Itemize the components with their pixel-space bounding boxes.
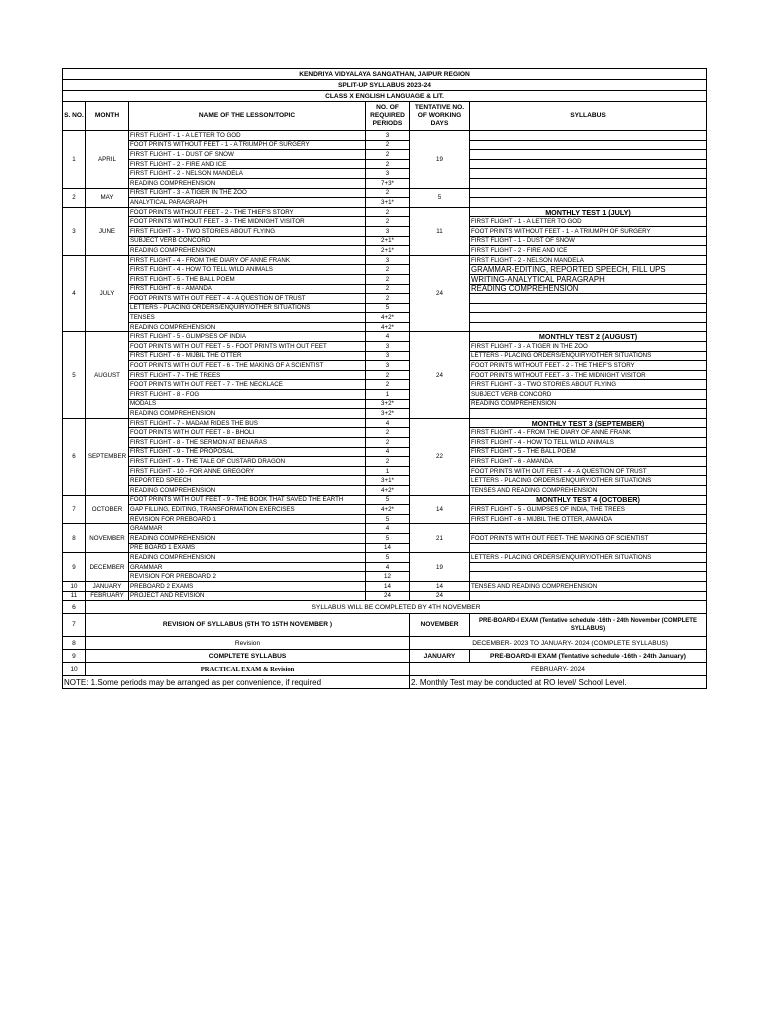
working-days: 24 — [410, 332, 470, 418]
lesson-topic: FIRST FLIGHT - 8 - THE SERMON AT BENARAS — [129, 438, 366, 448]
syllabus-item — [470, 572, 707, 582]
row-no: 8 — [63, 637, 86, 650]
working-days: 24 — [410, 255, 470, 332]
syllabus-item: GRAMMAR-EDITING, REPORTED SPEECH, FILL UPS — [470, 265, 707, 275]
revision-label: Revision — [86, 637, 410, 650]
lesson-topic: FIRST FLIGHT - 7 - MADAM RIDES THE BUS — [129, 418, 366, 428]
syllabus-item: FIRST FLIGHT - 5 - THE BALL POEM — [470, 447, 707, 457]
lesson-row — [63, 207, 707, 217]
complete-syllabus: COMPLTETE SYLLABUS — [86, 650, 410, 663]
lesson-row — [63, 255, 707, 265]
revision-period: DECEMBER- 2023 TO JANUARY- 2024 (COMPLETE SYLLABUS) — [410, 637, 707, 650]
sno-cell: 11 — [63, 591, 86, 601]
lesson-periods: 2 — [366, 284, 410, 294]
lesson-periods: 2 — [366, 150, 410, 160]
lesson-topic: REPORTED SPEECH — [129, 476, 366, 486]
monthly-test-heading: MONTHLY TEST 1 (JULY) — [470, 207, 707, 217]
lesson-topic: FIRST FLIGHT - 9 - THE PROPOSAL — [129, 447, 366, 457]
lesson-periods: 4+2* — [366, 322, 410, 332]
lesson-topic: PREBOARD 2 EXAMS — [129, 581, 366, 591]
lesson-periods: 2 — [366, 188, 410, 198]
syllabus-item: FOOT PRINTS WITHOUT FEET - 1 - A TRIUMPH OF SURGERY — [470, 226, 707, 236]
syllabus-item — [470, 409, 707, 419]
lesson-topic: FIRST FLIGHT - 2 - NELSON MANDELA — [129, 169, 366, 179]
sno-cell: 5 — [63, 332, 86, 418]
row-no: 10 — [63, 663, 86, 676]
month-cell: JANUARY — [86, 581, 129, 591]
syllabus-item: FIRST FLIGHT - 3 - A TIGER IN THE ZOO — [470, 342, 707, 352]
lesson-row — [63, 226, 707, 236]
lesson-periods: 2 — [366, 274, 410, 284]
lesson-topic: FOOT PRINTS WITHOUT FEET - 2 - THE THIEF'S STORY — [129, 207, 366, 217]
lesson-row — [63, 562, 707, 572]
lesson-topic: FOOT PRINTS WITH OUT FEET - 7 - THE NECKLACE — [129, 380, 366, 390]
syllabus-item: SUBJECT VERB CONCORD — [470, 390, 707, 400]
lesson-periods: 2+1* — [366, 236, 410, 246]
lesson-topic: FOOT PRINTS WITH OUT FEET - 4 - A QUESTION OF TRUST — [129, 294, 366, 304]
syllabus-item: FIRST FLIGHT - 6 - MIJBIL THE OTTER, AMANDA — [470, 514, 707, 524]
preboard2-exam: PRE-BOARD-II EXAM (Tentative schedule -16th - 24th January) — [470, 650, 707, 663]
lesson-row — [63, 495, 707, 505]
lesson-topic: SUBJECT VERB CONCORD — [129, 236, 366, 246]
sno-cell: 4 — [63, 255, 86, 332]
lesson-row — [63, 265, 707, 275]
lesson-row — [63, 188, 707, 198]
lesson-row — [63, 476, 707, 486]
working-days: 19 — [410, 553, 470, 582]
lesson-topic: REVISION FOR PREBOARD 1 — [129, 514, 366, 524]
lesson-row — [63, 390, 707, 400]
lesson-row — [63, 438, 707, 448]
lesson-topic: READING COMPREHENSION — [129, 246, 366, 256]
lesson-periods: 3 — [366, 169, 410, 179]
lesson-row — [63, 217, 707, 227]
lesson-topic: FIRST FLIGHT - 8 - FOG — [129, 390, 366, 400]
lesson-row — [63, 246, 707, 256]
row-no: 6 — [63, 601, 86, 614]
lesson-periods: 14 — [366, 581, 410, 591]
lesson-row — [63, 524, 707, 534]
lesson-row — [63, 150, 707, 160]
lesson-topic: FIRST FLIGHT - 5 - GLIMPSES OF INDIA — [129, 332, 366, 342]
sno-cell: 10 — [63, 581, 86, 591]
syllabus-item — [470, 140, 707, 150]
month-cell: JULY — [86, 255, 129, 332]
lesson-topic: FIRST FLIGHT - 6 - MIJBIL THE OTTER — [129, 351, 366, 361]
syllabus-item: FIRST FLIGHT - 4 - HOW TO TELL WILD ANIMALS — [470, 438, 707, 448]
lesson-topic: READING COMPREHENSION — [129, 533, 366, 543]
lesson-periods: 2 — [366, 207, 410, 217]
working-days: 14 — [410, 495, 470, 524]
lesson-row — [63, 159, 707, 169]
lesson-row — [63, 505, 707, 515]
lesson-periods: 3 — [366, 255, 410, 265]
lesson-topic: REVISION FOR PREBOARD 2 — [129, 572, 366, 582]
lesson-row — [63, 361, 707, 371]
lesson-periods: 4+2* — [366, 313, 410, 323]
syllabus-sheet — [62, 68, 706, 689]
lesson-topic: PRE BOARD 1 EXAMS — [129, 543, 366, 553]
lesson-periods: 2 — [366, 428, 410, 438]
month-cell: MAY — [86, 188, 129, 207]
syllabus-item: READING COMPREHENSION — [470, 399, 707, 409]
monthly-test-heading: MONTHLY TEST 4 (OCTOBER) — [470, 495, 707, 505]
month-cell: AUGUST — [86, 332, 129, 418]
syllabus-item: FOOT PRINTS WITH OUT FEET - 4 - A QUESTION OF TRUST — [470, 466, 707, 476]
sno-cell: 8 — [63, 524, 86, 553]
lesson-periods: 2+1* — [366, 246, 410, 256]
working-days: 24 — [410, 591, 470, 601]
lesson-periods: 4 — [366, 562, 410, 572]
working-days: 5 — [410, 188, 470, 207]
lesson-topic: FIRST FLIGHT - 1 - A LETTER TO GOD — [129, 131, 366, 141]
syllabus-item — [470, 313, 707, 323]
month-cell: SEPTEMBER — [86, 418, 129, 495]
syllabus-item — [470, 543, 707, 553]
row-no: 9 — [63, 650, 86, 663]
lesson-periods: 5 — [366, 553, 410, 563]
lesson-row — [63, 553, 707, 563]
lesson-periods: 5 — [366, 303, 410, 313]
lesson-periods: 5 — [366, 514, 410, 524]
lesson-periods: 1 — [366, 390, 410, 400]
syllabus-item — [470, 178, 707, 188]
note-1: NOTE: 1.Some periods may be arranged as per convenience, if required — [63, 676, 410, 689]
lesson-row — [63, 198, 707, 208]
syllabus-item: FIRST FLIGHT - 1 - DUST OF SNOW — [470, 236, 707, 246]
syllabus-item: FOOT PRINTS WITHOUT FEET - 2 - THE THIEF'S STORY — [470, 361, 707, 371]
syllabus-item: FIRST FLIGHT - 2 - NELSON MANDELA — [470, 255, 707, 265]
practical-month: FEBRUARY- 2024 — [410, 663, 707, 676]
lesson-periods: 3 — [366, 351, 410, 361]
col-sno: S. NO. — [63, 102, 86, 131]
lesson-row — [63, 140, 707, 150]
lesson-row — [63, 322, 707, 332]
lesson-row — [63, 169, 707, 179]
lesson-topic: PROJECT AND REVISION — [129, 591, 366, 601]
lesson-topic: READING COMPREHENSION — [129, 322, 366, 332]
syllabus-item: WRITING-ANALYTICAL PARAGRAPH — [470, 274, 707, 284]
lesson-periods: 2 — [366, 140, 410, 150]
syllabus-item: FIRST FLIGHT - 4 - FROM THE DIARY OF ANNE FRANK — [470, 428, 707, 438]
lesson-row — [63, 572, 707, 582]
lesson-periods: 3 — [366, 131, 410, 141]
lesson-row — [63, 236, 707, 246]
lesson-row — [63, 533, 707, 543]
lesson-topic: LETTERS - PLACING ORDERS/ENQUIRY/OTHER SITUATIONS — [129, 303, 366, 313]
lesson-periods: 2 — [366, 438, 410, 448]
lesson-topic: GRAMMAR — [129, 562, 366, 572]
syllabus-item — [470, 198, 707, 208]
lesson-topic: FOOT PRINTS WITH OUT FEET - 9 - THE BOOK THAT SAVED THE EARTH — [129, 495, 366, 505]
lesson-topic: GAP FILLING, EDITING, TRANSFORMATION EXERCISES — [129, 505, 366, 515]
subject-title: CLASS X ENGLISH LANGUAGE & LIT. — [63, 91, 707, 102]
lesson-topic: FOOT PRINTS WITH OUT FEET - 5 - FOOT PRINTS WITH OUT FEET — [129, 342, 366, 352]
lesson-row — [63, 591, 707, 601]
lesson-topic: FOOT PRINTS WITH OUT FEET - 6 - THE MAKING OF A SCIENTIST — [129, 361, 366, 371]
lesson-topic: FIRST FLIGHT - 3 - A TIGER IN THE ZOO — [129, 188, 366, 198]
lesson-periods: 2 — [366, 370, 410, 380]
sno-cell: 9 — [63, 553, 86, 582]
lesson-topic: FIRST FLIGHT - 5 - THE BALL POEM — [129, 274, 366, 284]
lesson-topic: FOOT PRINTS WITHOUT FEET - 1 - A TRIUMPH OF SURGERY — [129, 140, 366, 150]
doc-title: SPLIT-UP SYLLABUS 2023-24 — [63, 80, 707, 91]
lesson-periods: 2 — [366, 159, 410, 169]
working-days: 22 — [410, 418, 470, 495]
lesson-row — [63, 294, 707, 304]
monthly-test-heading: MONTHLY TEST 2 (AUGUST) — [470, 332, 707, 342]
syllabus-item — [470, 131, 707, 141]
syllabus-item: LETTERS - PLACING ORDERS/ENQUIRY/OTHER SITUATIONS — [470, 553, 707, 563]
revision-month: NOVEMBER — [410, 614, 470, 637]
lesson-row — [63, 447, 707, 457]
revision-text: REVISION OF SYLLABUS (5TH TO 15TH NOVEMBER ) — [86, 614, 410, 637]
month-cell: NOVEMBER — [86, 524, 129, 553]
lesson-periods: 3+1* — [366, 198, 410, 208]
col-periods: NO. OF REQUIRED PERIODS — [366, 102, 410, 131]
lesson-periods: 3 — [366, 226, 410, 236]
sno-cell: 2 — [63, 188, 86, 207]
syllabus-item — [470, 524, 707, 534]
lesson-periods: 3 — [366, 361, 410, 371]
preboard2-month: JANUARY — [410, 650, 470, 663]
lesson-topic: FIRST FLIGHT - 10 - FOR ANNE GREGORY — [129, 466, 366, 476]
lesson-topic: READING COMPREHENSION — [129, 409, 366, 419]
syllabus-item — [470, 150, 707, 160]
sno-cell: 1 — [63, 131, 86, 189]
lesson-topic: FIRST FLIGHT - 2 - FIRE AND ICE — [129, 159, 366, 169]
lesson-periods: 3 — [366, 342, 410, 352]
practical-exam: PRACTICAL EXAM & Revision — [86, 663, 410, 676]
completion-banner: SYLLABUS WILL BE COMPLETED BY 4TH NOVEMBER — [86, 601, 707, 614]
syllabus-item: FIRST FLIGHT - 5 - GLIMPSES OF INDIA, THE TREES — [470, 505, 707, 515]
lesson-periods: 4 — [366, 332, 410, 342]
lesson-row — [63, 514, 707, 524]
lesson-periods: 7+3* — [366, 178, 410, 188]
lesson-row — [63, 351, 707, 361]
lesson-row — [63, 332, 707, 342]
month-cell: JUNE — [86, 207, 129, 255]
lesson-periods: 2 — [366, 294, 410, 304]
syllabus-item: FIRST FLIGHT - 3 - TWO STORIES ABOUT FLYING — [470, 380, 707, 390]
lesson-periods: 2 — [366, 380, 410, 390]
working-days: 14 — [410, 581, 470, 591]
month-cell: APRIL — [86, 131, 129, 189]
syllabus-item — [470, 159, 707, 169]
syllabus-item: TENSES AND READING COMPREHENSION — [470, 485, 707, 495]
month-cell: DECEMBER — [86, 553, 129, 582]
sno-cell: 3 — [63, 207, 86, 255]
lesson-row — [63, 428, 707, 438]
lesson-topic: FIRST FLIGHT - 9 - THE TALE OF CUSTARD DRAGON — [129, 457, 366, 467]
syllabus-item — [470, 591, 707, 601]
lesson-row — [63, 303, 707, 313]
sno-cell: 7 — [63, 495, 86, 524]
lesson-periods: 4+2* — [366, 505, 410, 515]
lesson-topic: MODALS — [129, 399, 366, 409]
syllabus-item: FIRST FLIGHT - 6 - AMANDA — [470, 457, 707, 467]
col-syllabus: SYLLABUS — [470, 102, 707, 131]
lesson-periods: 12 — [366, 572, 410, 582]
lesson-periods: 3+1* — [366, 476, 410, 486]
lesson-periods: 14 — [366, 543, 410, 553]
month-cell: FEBRUARY — [86, 591, 129, 601]
lesson-topic: FOOT PRINTS WITH OUT FEET - 8 - BHOLI — [129, 428, 366, 438]
lesson-periods: 2 — [366, 457, 410, 467]
syllabus-item — [470, 562, 707, 572]
lesson-topic: ANALYTICAL PARAGRAPH — [129, 198, 366, 208]
note-2: 2. Monthly Test may be conducted at RO level/ School Level. — [410, 676, 707, 689]
lesson-row — [63, 581, 707, 591]
working-days: 11 — [410, 207, 470, 255]
lesson-periods: 2 — [366, 217, 410, 227]
working-days: 19 — [410, 131, 470, 189]
month-cell: OCTOBER — [86, 495, 129, 524]
lesson-row — [63, 409, 707, 419]
col-days: TENTATIVE NO. OF WORKING DAYS — [410, 102, 470, 131]
syllabus-item: FIRST FLIGHT - 2 - FIRE AND ICE — [470, 246, 707, 256]
monthly-test-heading: MONTHLY TEST 3 (SEPTEMBER) — [470, 418, 707, 428]
col-month: MONTH — [86, 102, 129, 131]
syllabus-item — [470, 169, 707, 179]
syllabus-table — [62, 68, 707, 689]
lesson-row — [63, 284, 707, 294]
lesson-periods: 4 — [366, 418, 410, 428]
lesson-periods: 24 — [366, 591, 410, 601]
lesson-row — [63, 274, 707, 284]
preboard1-exam: PRE-BOARD-I EXAM (Tentative schedule -16th - 24th November (COMPLETE SYLLABUS) — [470, 614, 707, 637]
syllabus-item — [470, 294, 707, 304]
lesson-row — [63, 543, 707, 553]
lesson-row — [63, 466, 707, 476]
lesson-topic: FIRST FLIGHT - 3 - TWO STORIES ABOUT FLYING — [129, 226, 366, 236]
syllabus-item: LETTERS - PLACING ORDERS/ENQUIRY/OTHER SITUATIONS — [470, 476, 707, 486]
lesson-topic: FIRST FLIGHT - 7 - THE TREES — [129, 370, 366, 380]
lesson-row — [63, 485, 707, 495]
lesson-topic: READING COMPREHENSION — [129, 178, 366, 188]
lesson-topic: READING COMPREHENSION — [129, 485, 366, 495]
lesson-topic: READING COMPREHENSION — [129, 553, 366, 563]
syllabus-item: LETTERS - PLACING ORDERS/ENQUIRY/OTHER SITUATIONS — [470, 351, 707, 361]
col-lesson: NAME OF THE LESSON/TOPIC — [129, 102, 366, 131]
row-no: 7 — [63, 614, 86, 637]
lesson-row — [63, 178, 707, 188]
lesson-topic: FIRST FLIGHT - 1 - DUST OF SNOW — [129, 150, 366, 160]
syllabus-item — [470, 303, 707, 313]
org-title: KENDRIYA VIDYALAYA SANGATHAN, JAIPUR REGION — [63, 69, 707, 80]
lesson-topic: FIRST FLIGHT - 4 - HOW TO TELL WILD ANIMALS — [129, 265, 366, 275]
lesson-topic: TENSES — [129, 313, 366, 323]
lesson-topic: FIRST FLIGHT - 6 - AMANDA — [129, 284, 366, 294]
lesson-periods: 5 — [366, 533, 410, 543]
syllabus-item — [470, 322, 707, 332]
lesson-topic: FIRST FLIGHT - 4 - FROM THE DIARY OF ANNE FRANK — [129, 255, 366, 265]
lesson-periods: 2 — [366, 265, 410, 275]
lesson-periods: 4 — [366, 447, 410, 457]
lesson-row — [63, 370, 707, 380]
syllabus-item: FOOT PRINTS WITHOUT FEET - 3 - THE MIDNIGHT VISITOR — [470, 370, 707, 380]
syllabus-item: FOOT PRINTS WITH OUT FEET- THE MAKING OF SCIENTIST — [470, 533, 707, 543]
lesson-periods: 3+2* — [366, 399, 410, 409]
lesson-row — [63, 399, 707, 409]
lesson-topic: FOOT PRINTS WITHOUT FEET - 3 - THE MIDNIGHT VISITOR — [129, 217, 366, 227]
lesson-periods: 1 — [366, 466, 410, 476]
lesson-periods: 3+2* — [366, 409, 410, 419]
lesson-topic: GRAMMAR — [129, 524, 366, 534]
sno-cell: 6 — [63, 418, 86, 495]
lesson-row — [63, 131, 707, 141]
lesson-row — [63, 418, 707, 428]
working-days: 21 — [410, 524, 470, 553]
lesson-periods: 4 — [366, 524, 410, 534]
syllabus-item: FIRST FLIGHT - 1 - A LETTER TO GOD — [470, 217, 707, 227]
lesson-row — [63, 457, 707, 467]
lesson-periods: 5 — [366, 495, 410, 505]
lesson-row — [63, 380, 707, 390]
lesson-row — [63, 342, 707, 352]
lesson-periods: 4+2* — [366, 485, 410, 495]
syllabus-item — [470, 188, 707, 198]
syllabus-item: TENSES AND READING COMPREHENSION — [470, 581, 707, 591]
syllabus-item: READING COMPREHENSION — [470, 284, 707, 294]
lesson-row — [63, 313, 707, 323]
